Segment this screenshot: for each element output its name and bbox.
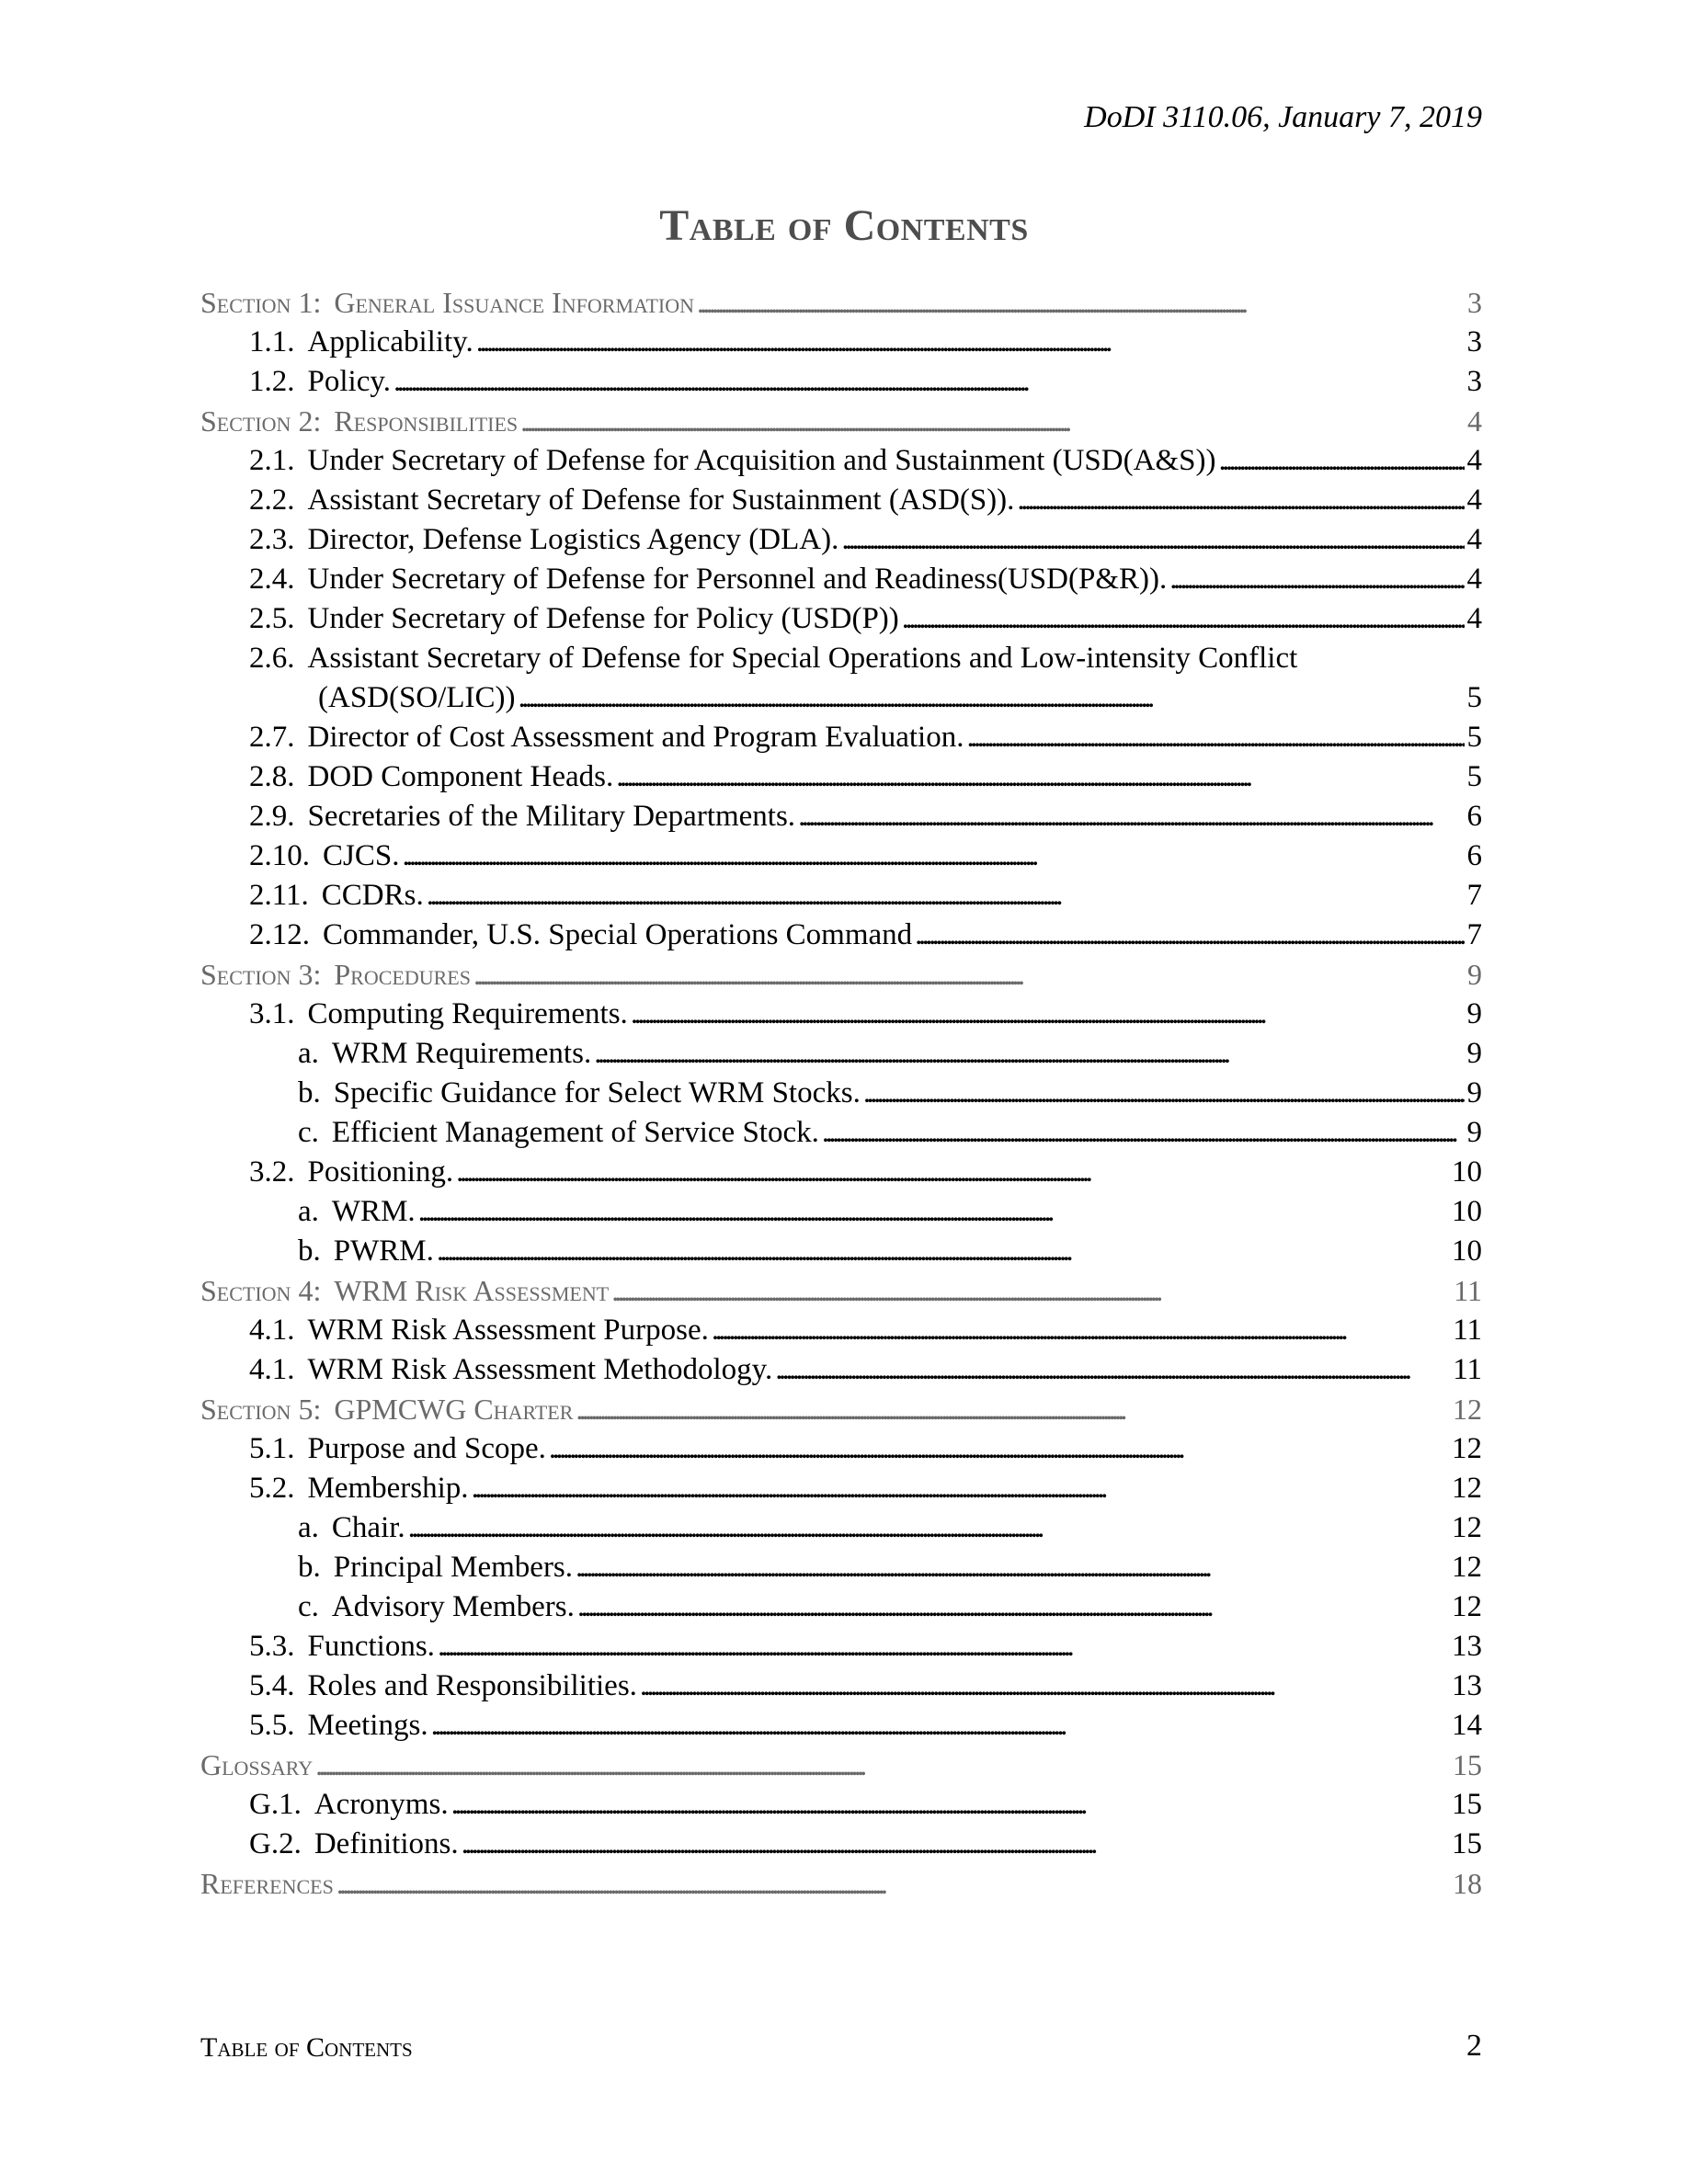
toc-entry-number: G.1.: [249, 1788, 302, 1821]
toc-entry-number: Section 2:: [200, 404, 322, 438]
toc-entry[interactable]: [200, 1587, 1482, 1627]
toc-entry-label: Under Secretary of Defense for Policy (USD(P)): [307, 602, 899, 635]
toc-dot-leader: [315, 1746, 1450, 1785]
toc-dot-leader: [902, 599, 1465, 639]
toc-dot-leader: [775, 1350, 1450, 1390]
toc-entry[interactable]: [200, 757, 1482, 797]
toc-entry-label: GPMCWG Charter: [334, 1393, 574, 1426]
toc-entry[interactable]: [200, 1666, 1482, 1706]
toc-entry[interactable]: [200, 639, 1482, 678]
toc-section-entry[interactable]: [200, 1864, 1482, 1904]
toc-entry[interactable]: [200, 718, 1482, 757]
toc-dot-leader: [1017, 481, 1464, 520]
toc-entry-number: b.: [298, 1076, 321, 1109]
toc-entry[interactable]: [200, 876, 1482, 916]
toc-entry[interactable]: [200, 441, 1482, 481]
toc-entry[interactable]: [200, 678, 1482, 718]
toc-entry-label: Chair.: [331, 1511, 405, 1544]
toc-dot-leader: [437, 1232, 1449, 1271]
toc-entry[interactable]: [200, 916, 1482, 955]
toc-dot-leader: [966, 718, 1464, 757]
toc-page-number: 4: [1466, 483, 1482, 517]
toc-entry-label: Director of Cost Assessment and Program Evaluation.: [307, 721, 964, 754]
toc-dot-leader: [456, 1153, 1449, 1192]
toc-page-number: 10: [1452, 1195, 1482, 1228]
toc-entry[interactable]: [200, 1311, 1482, 1350]
toc-page-number: 5: [1466, 721, 1482, 754]
toc-entry-number: 2.4.: [249, 563, 295, 596]
toc-dot-leader: [697, 283, 1465, 323]
toc-page-number: 6: [1466, 800, 1482, 833]
toc-entry-number: Section 3:: [200, 958, 322, 991]
footer-page-number: 2: [1466, 2029, 1482, 2063]
toc-entry[interactable]: [200, 1192, 1482, 1232]
toc-entry[interactable]: [200, 1548, 1482, 1587]
toc-entry-number: 2.6.: [249, 642, 295, 675]
toc-page-number: 9: [1466, 1116, 1482, 1149]
toc-entry-number: 2.3.: [249, 523, 295, 556]
toc-entry[interactable]: [200, 1113, 1482, 1153]
toc-dot-leader: [863, 1074, 1465, 1113]
toc-entry-number: a.: [298, 1511, 319, 1544]
toc-entry-number: c.: [298, 1116, 319, 1149]
toc-entry-number: 4.1.: [249, 1314, 295, 1347]
toc-entry-label: Principal Members.: [333, 1551, 574, 1584]
toc-entry-label: Director, Defense Logistics Agency (DLA).: [307, 523, 839, 556]
toc-entry-number: 3.1.: [249, 997, 295, 1030]
toc-page-number: 15: [1453, 1748, 1482, 1781]
toc-entry[interactable]: [200, 1034, 1482, 1074]
toc-page-number: 11: [1454, 1274, 1482, 1307]
toc-entry-number: 2.2.: [249, 483, 295, 517]
toc-section-entry[interactable]: [200, 283, 1482, 323]
toc-entry-label: Applicability.: [307, 325, 473, 358]
toc-entry-label: Computing Requirements.: [307, 997, 628, 1030]
toc-dot-leader: [451, 1785, 1449, 1825]
toc-page-number: 5: [1466, 760, 1482, 793]
toc-page-number: 12: [1453, 1393, 1482, 1426]
toc-entry[interactable]: [200, 1785, 1482, 1825]
toc-entry[interactable]: [200, 995, 1482, 1034]
page-title: Table of Contents: [659, 201, 1029, 250]
toc-page-number: 12: [1452, 1590, 1482, 1623]
toc-entry-number: 2.12.: [249, 918, 310, 951]
toc-entry-number: b.: [298, 1551, 321, 1584]
toc-entry-number: 5.1.: [249, 1432, 295, 1465]
toc-page-number: 18: [1453, 1867, 1482, 1900]
toc-page-number: 13: [1452, 1669, 1482, 1702]
toc-entry-label: (ASD(SO/LIC)): [318, 681, 516, 714]
toc-entry-number: 2.8.: [249, 760, 295, 793]
toc-entry-label: Secretaries of the Military Departments.: [307, 800, 796, 833]
toc-entry-number: 2.9.: [249, 800, 295, 833]
toc-dot-leader: [640, 1666, 1449, 1706]
toc-entry-number: 1.2.: [249, 365, 295, 398]
toc-entry[interactable]: [200, 520, 1482, 560]
toc-entry-label: Assistant Secretary of Defense for Special Operations and Low-intensity Conflict: [307, 642, 1298, 675]
toc-entry-number: 5.3.: [249, 1630, 295, 1663]
toc-page-number: 15: [1452, 1827, 1482, 1860]
toc-dot-leader: [473, 955, 1465, 995]
toc-entry-label: CCDRs.: [321, 879, 424, 912]
toc-page-number: 9: [1466, 1037, 1482, 1070]
toc-entry-number: 2.7.: [249, 721, 295, 754]
toc-page-number: 3: [1466, 365, 1482, 398]
toc-dot-leader: [577, 1587, 1449, 1627]
toc-section-entry[interactable]: [200, 402, 1482, 441]
toc-dot-leader: [841, 520, 1464, 560]
toc-entry-label: Commander, U.S. Special Operations Command: [323, 918, 913, 951]
toc-entry[interactable]: [200, 1469, 1482, 1508]
toc-entry-number: a.: [298, 1037, 319, 1070]
toc-entry-label: Positioning.: [307, 1155, 454, 1189]
toc-entry[interactable]: [200, 599, 1482, 639]
toc-entry-label: Under Secretary of Defense for Acquisition and Sustainment (USD(A&S)): [307, 444, 1216, 477]
toc-entry-number: 4.1.: [249, 1353, 295, 1386]
toc-entry-label: General Issuance Information: [334, 286, 695, 319]
toc-dot-leader: [616, 757, 1464, 797]
toc-entry-label: WRM Risk Assessment: [334, 1274, 610, 1307]
toc-dot-leader: [576, 1548, 1449, 1587]
toc-entry-label: PWRM.: [333, 1234, 434, 1268]
toc-dot-leader: [611, 1271, 1451, 1311]
toc-dot-leader: [438, 1627, 1449, 1666]
footer-section-label: Table of Contents: [200, 2032, 413, 2063]
toc-dot-leader: [427, 876, 1465, 916]
toc-entry[interactable]: [200, 362, 1482, 402]
toc-entry-number: 5.4.: [249, 1669, 295, 1702]
toc-section-entry[interactable]: [200, 955, 1482, 995]
toc-dot-leader: [476, 323, 1465, 362]
toc-dot-leader: [418, 1192, 1449, 1232]
toc-entry[interactable]: [200, 797, 1482, 836]
toc-dot-leader: [472, 1469, 1449, 1508]
toc-dot-leader: [520, 402, 1465, 441]
toc-entry-label: DOD Component Heads.: [307, 760, 614, 793]
toc-entry-label: Functions.: [307, 1630, 435, 1663]
document-reference-header: DoDI 3110.06, January 7, 2019: [1084, 100, 1482, 134]
toc-page-number: 11: [1453, 1314, 1482, 1347]
toc-entry[interactable]: [200, 1429, 1482, 1469]
toc-page-number: 3: [1467, 286, 1482, 319]
toc-entry-label: Responsibilities: [334, 404, 519, 438]
toc-entry-number: 2.1.: [249, 444, 295, 477]
toc-page-number: 6: [1466, 839, 1482, 872]
toc-entry-label: Glossary: [200, 1748, 314, 1781]
toc-dot-leader: [1218, 441, 1464, 481]
toc-page-number: 9: [1466, 997, 1482, 1030]
toc-dot-leader: [393, 362, 1465, 402]
table-of-contents: [200, 283, 1482, 1904]
toc-entry[interactable]: [200, 1350, 1482, 1390]
toc-page-number: 9: [1466, 1076, 1482, 1109]
toc-dot-leader: [408, 1508, 1449, 1548]
toc-page-number: 15: [1452, 1788, 1482, 1821]
toc-page-number: 9: [1467, 958, 1482, 991]
toc-entry-label: Acronyms.: [314, 1788, 449, 1821]
toc-entry-label: References: [200, 1867, 334, 1900]
toc-page-number: 12: [1452, 1511, 1482, 1544]
toc-entry-number: G.2.: [249, 1827, 302, 1860]
toc-entry-label: Advisory Members.: [331, 1590, 575, 1623]
toc-page-number: 12: [1452, 1472, 1482, 1505]
toc-page-number: 4: [1466, 602, 1482, 635]
toc-dot-leader: [549, 1429, 1449, 1469]
toc-section-entry[interactable]: [200, 1271, 1482, 1311]
toc-entry[interactable]: [200, 1706, 1482, 1746]
toc-dot-leader: [576, 1390, 1450, 1429]
toc-dot-leader: [518, 678, 1464, 718]
toc-entry-label: WRM Risk Assessment Methodology.: [307, 1353, 773, 1386]
toc-dot-leader: [431, 1706, 1449, 1746]
toc-entry[interactable]: [200, 560, 1482, 599]
toc-entry-number: Section 4:: [200, 1274, 322, 1307]
toc-dot-leader: [822, 1113, 1465, 1153]
toc-page-number: 4: [1466, 444, 1482, 477]
toc-page-number: 4: [1466, 563, 1482, 596]
toc-entry[interactable]: [200, 1825, 1482, 1864]
toc-entry-label: Procedures: [334, 958, 471, 991]
toc-entry-label: Purpose and Scope.: [307, 1432, 546, 1465]
toc-section-entry[interactable]: [200, 1746, 1482, 1785]
toc-entry-number: 1.1.: [249, 325, 295, 358]
toc-entry[interactable]: [200, 836, 1482, 876]
toc-entry-number: Section 1:: [200, 286, 322, 319]
toc-page-number: 14: [1452, 1709, 1482, 1742]
toc-section-entry[interactable]: [200, 1390, 1482, 1429]
toc-entry-label: Specific Guidance for Select WRM Stocks.: [333, 1076, 861, 1109]
toc-dot-leader: [402, 836, 1464, 876]
toc-page-number: 12: [1452, 1432, 1482, 1465]
toc-entry[interactable]: [200, 1508, 1482, 1548]
toc-page-number: 5: [1466, 681, 1482, 714]
toc-page-number: 10: [1452, 1155, 1482, 1189]
toc-dot-leader: [594, 1034, 1464, 1074]
toc-dot-leader: [1169, 560, 1464, 599]
toc-entry-number: 5.5.: [249, 1709, 295, 1742]
toc-dot-leader: [631, 995, 1465, 1034]
toc-entry-label: Efficient Management of Service Stock.: [331, 1116, 819, 1149]
toc-entry[interactable]: [200, 481, 1482, 520]
toc-entry-number: 5.2.: [249, 1472, 295, 1505]
toc-page-number: 13: [1452, 1630, 1482, 1663]
toc-entry-label: Policy.: [307, 365, 391, 398]
toc-entry-label: Definitions.: [314, 1827, 459, 1860]
toc-entry-label: WRM Requirements.: [331, 1037, 592, 1070]
toc-entry-label: CJCS.: [323, 839, 400, 872]
toc-dot-leader: [915, 916, 1464, 955]
toc-entry-label: WRM Risk Assessment Purpose.: [307, 1314, 709, 1347]
toc-entry[interactable]: [200, 1074, 1482, 1113]
toc-entry[interactable]: [200, 1627, 1482, 1666]
toc-entry-label: WRM.: [331, 1195, 416, 1228]
toc-page-number: 3: [1466, 325, 1482, 358]
toc-entry-label: Membership.: [307, 1472, 469, 1505]
toc-entry-number: 2.11.: [249, 879, 309, 912]
toc-dot-leader: [798, 797, 1464, 836]
toc-page-number: 10: [1452, 1234, 1482, 1268]
toc-dot-leader: [712, 1311, 1450, 1350]
toc-entry-label: Roles and Responsibilities.: [307, 1669, 637, 1702]
toc-entry-number: Section 5:: [200, 1393, 322, 1426]
toc-page-number: 4: [1467, 404, 1482, 438]
toc-page-number: 4: [1466, 523, 1482, 556]
toc-dot-leader: [462, 1825, 1449, 1864]
toc-entry[interactable]: [200, 1232, 1482, 1271]
toc-entry-number: a.: [298, 1195, 319, 1228]
toc-page-number: 11: [1453, 1353, 1482, 1386]
toc-entry-number: 3.2.: [249, 1155, 295, 1189]
toc-entry-number: c.: [298, 1590, 319, 1623]
toc-entry[interactable]: [200, 1153, 1482, 1192]
toc-page-number: 12: [1452, 1551, 1482, 1584]
toc-entry-number: 2.10.: [249, 839, 310, 872]
toc-entry[interactable]: [200, 323, 1482, 362]
toc-entry-label: Under Secretary of Defense for Personnel and Readiness(USD(P&R)).: [307, 563, 1168, 596]
toc-entry-label: Meetings.: [307, 1709, 428, 1742]
toc-entry-number: b.: [298, 1234, 321, 1268]
toc-page-number: 7: [1466, 879, 1482, 912]
toc-page-number: 7: [1466, 918, 1482, 951]
toc-entry-label: Assistant Secretary of Defense for Sustainment (ASD(S)).: [307, 483, 1015, 517]
toc-dot-leader: [336, 1864, 1450, 1904]
toc-entry-number: 2.5.: [249, 602, 295, 635]
